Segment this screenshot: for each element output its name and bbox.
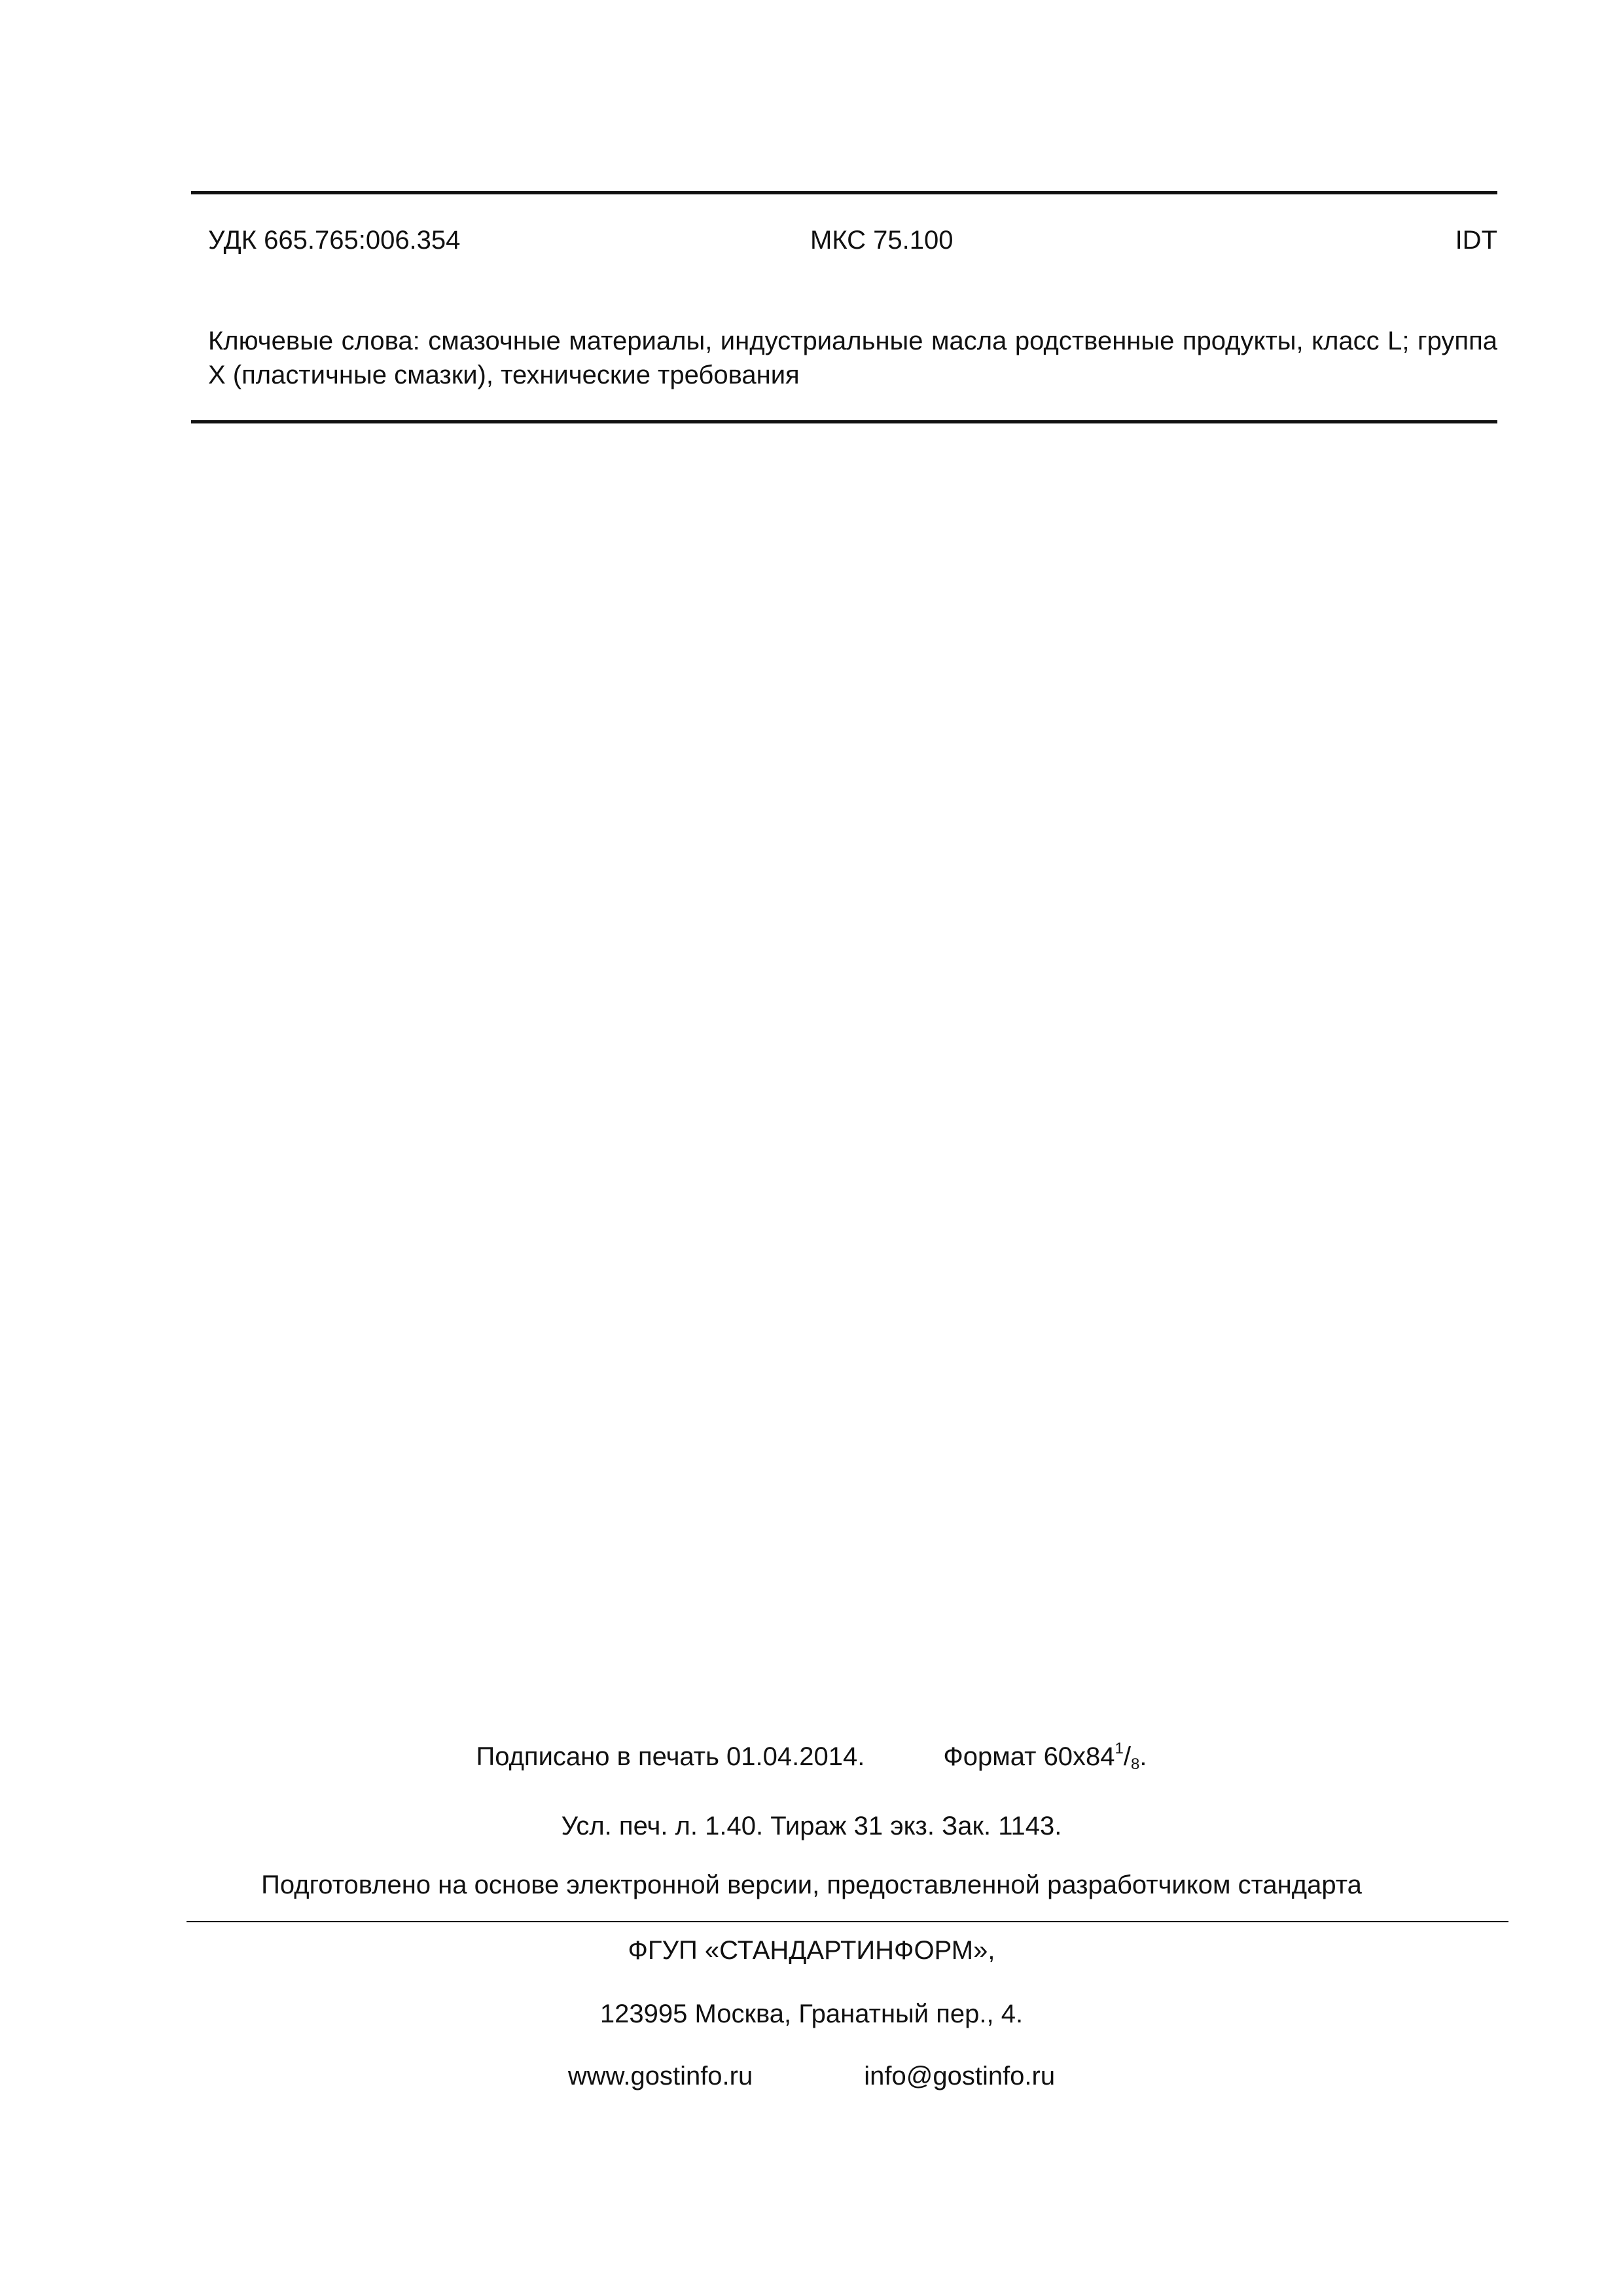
- top-rule: [191, 191, 1497, 194]
- udk-code: УДК 665.765:006.354: [208, 226, 461, 255]
- mks-code: МКС 75.100: [810, 226, 954, 255]
- keywords-paragraph: Ключевые слова: смазочные материалы, индустриальные масла родственные продукты, класс L; группа X (пластичные смазки), технические требования: [208, 327, 1497, 389]
- classification-row: [208, 226, 1497, 265]
- email-link[interactable]: info@gostinfo.ru: [864, 2062, 1056, 2090]
- website-link[interactable]: www.gostinfo.ru: [567, 2062, 753, 2090]
- publisher-name: ФГУП «СТАНДАРТИНФОРМ»,: [628, 1936, 995, 1965]
- signed-format-line: [0, 1740, 1623, 1774]
- equivalence-degree: IDT: [1455, 226, 1497, 255]
- prepared-note: Подготовлено на основе электронной версии, предоставленной разработчиком стандарта: [261, 1871, 1362, 1899]
- signed-date: Подписано в печать 01.04.2014.: [476, 1742, 865, 1771]
- publisher-divider: [187, 1921, 1508, 1922]
- keywords-bottom-rule: [191, 420, 1497, 423]
- publisher-contacts: [0, 2062, 1623, 2091]
- print-info: Усл. печ. л. 1.40. Тираж 31 экз. Зак. 1143.: [561, 1812, 1062, 1840]
- print-format: Формат $60x84^1/_8$.: [943, 1740, 1147, 1773]
- publisher-address: 123995 Москва, Гранатный пер., 4.: [599, 2000, 1024, 2028]
